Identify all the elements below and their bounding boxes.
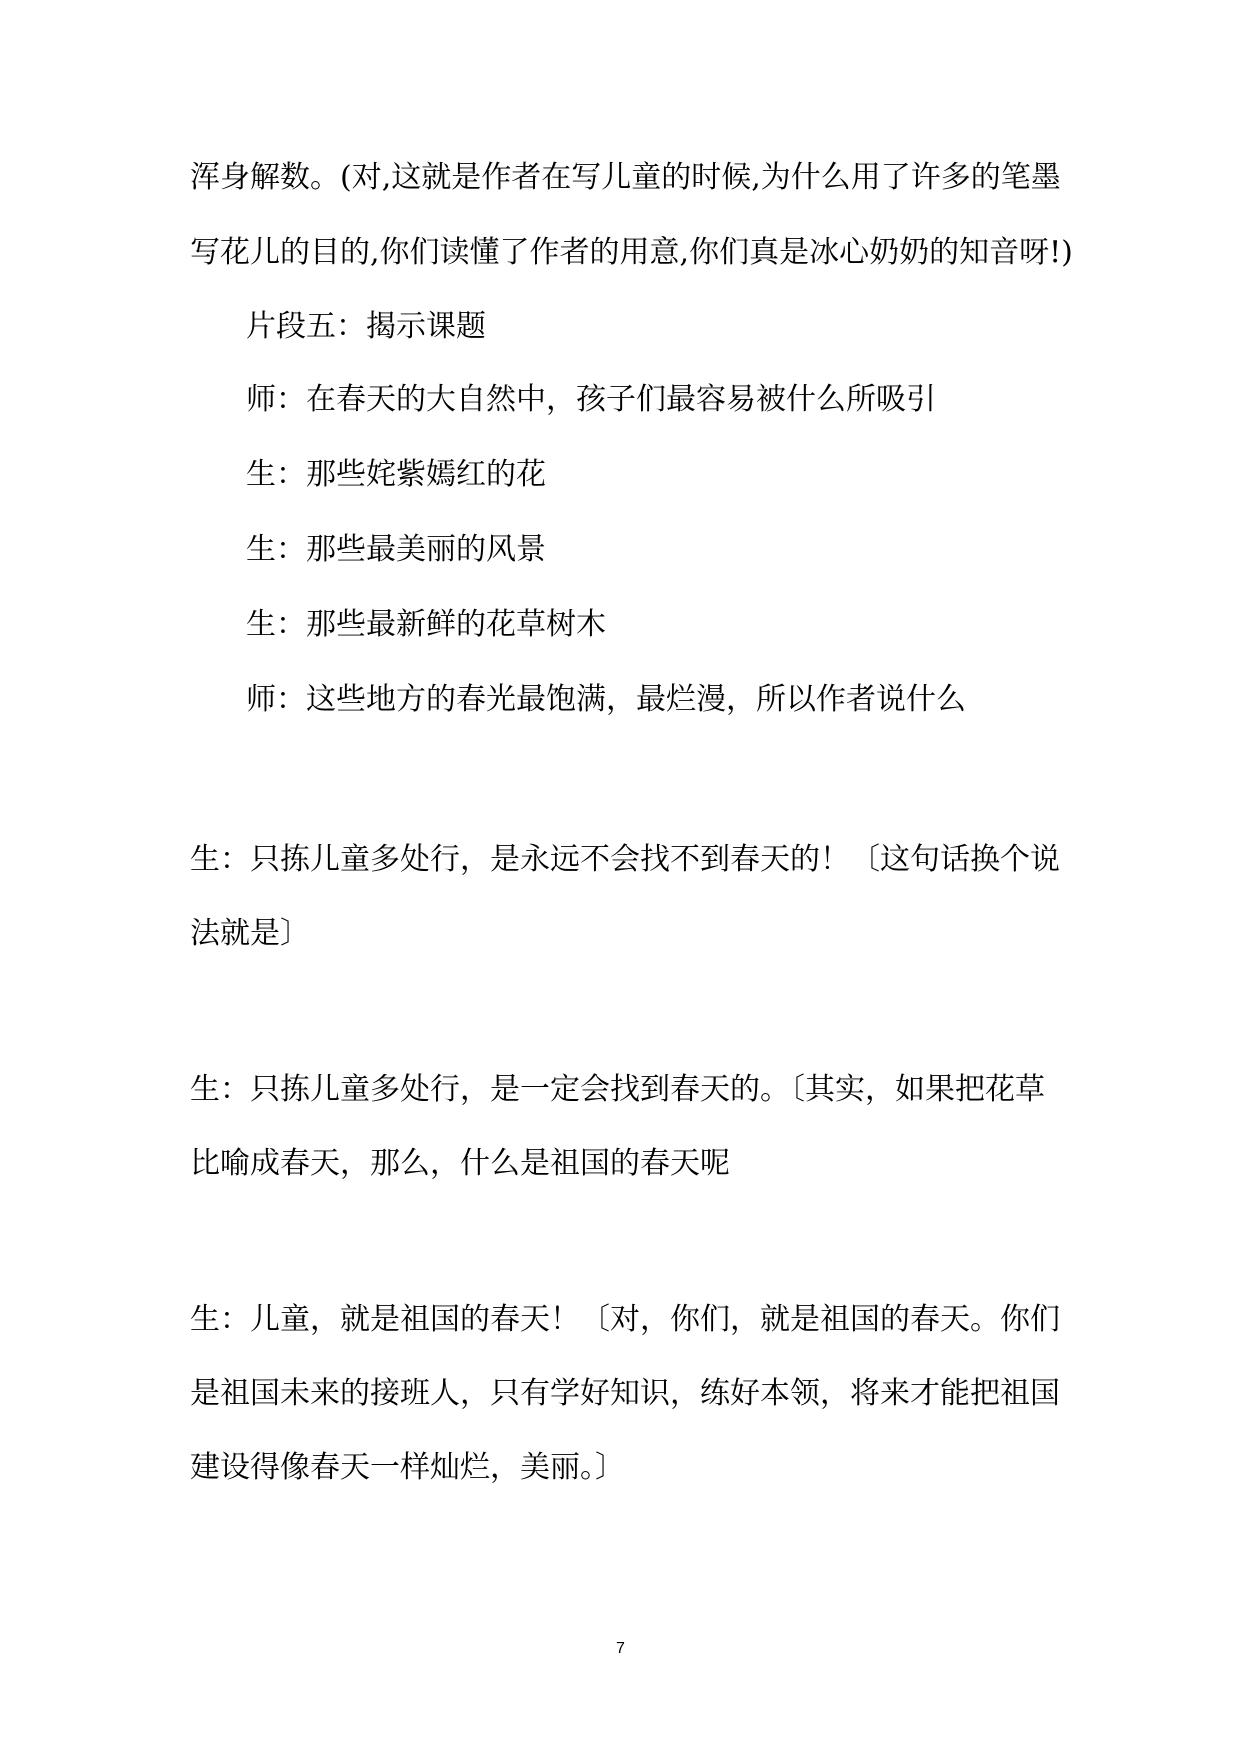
text-line: 写花儿的目的,你们读懂了作者的用意,你们真是冰心奶奶的知音呀!) [190, 235, 1073, 270]
text-line: 建设得像春天一样灿烂，美丽。〕 [190, 1450, 625, 1485]
text-line: 师：这些地方的春光最饱满，最烂漫，所以作者说什么 [246, 682, 966, 717]
section-heading: 片段五：揭示课题 [246, 309, 486, 344]
text-line: 师：在春天的大自然中，孩子们最容易被什么所吸引 [246, 382, 936, 417]
text-line: 生：只拣儿童多处行，是永远不会找不到春天的！〔这句话换个说 [190, 842, 1060, 877]
text-line: 生：只拣儿童多处行，是一定会找到春天的。〔其实，如果把花草 [190, 1072, 1045, 1107]
text-line: 法就是〕 [190, 916, 310, 951]
text-line: 生：那些姹紫嫣红的花 [246, 457, 546, 492]
text-line: 是祖国未来的接班人，只有学好知识，练好本领，将来才能把祖国 [190, 1376, 1060, 1411]
text-line: 生：那些最美丽的风景 [246, 532, 546, 567]
text-line: 浑身解数。(对,这就是作者在写儿童的时候,为什么用了许多的笔墨 [190, 160, 1061, 195]
text-line: 生：儿童，就是祖国的春天！〔对，你们，就是祖国的春天。你们 [190, 1302, 1060, 1337]
text-line: 比喻成春天，那么，什么是祖国的春天呢 [190, 1146, 730, 1181]
text-line: 生：那些最新鲜的花草树木 [246, 607, 606, 642]
page-number: 7 [616, 1640, 625, 1657]
